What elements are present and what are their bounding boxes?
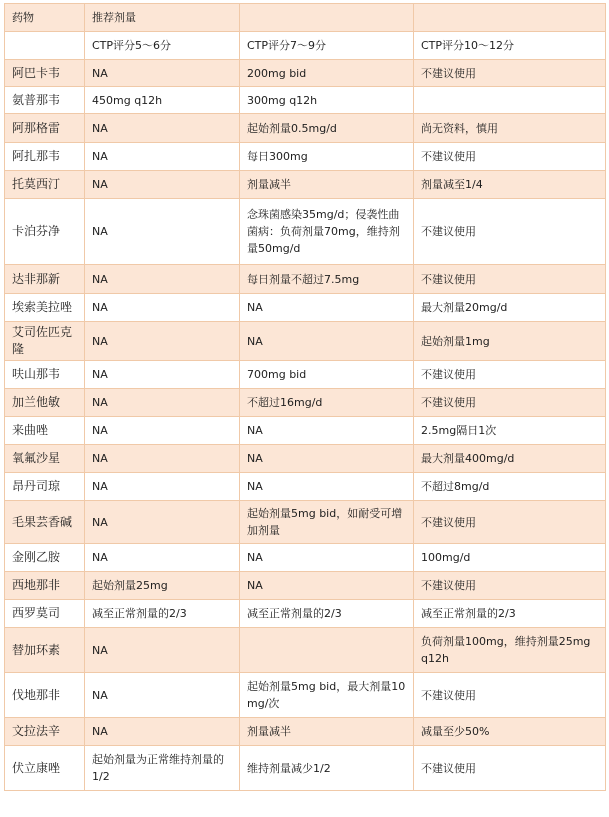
table-row <box>5 265 606 294</box>
table-row <box>5 87 606 114</box>
dose-ctp-7-9-cell: 不超过16mg/d <box>240 389 414 417</box>
dose-ctp-5-6-cell: 起始剂量为正常维持剂量的1/2 <box>85 746 240 791</box>
dose-ctp-10-12-cell: 不超过8mg/d <box>414 473 606 501</box>
dose-ctp-10-12-cell: 剂量减至1/4 <box>414 171 606 199</box>
table-row <box>5 572 606 600</box>
ctp-level-7-9: CTP评分7～9分 <box>240 32 414 60</box>
dose-ctp-10-12-cell: 不建议使用 <box>414 265 606 294</box>
table-row <box>5 60 606 87</box>
dose-ctp-7-9-cell: NA <box>240 544 414 572</box>
ctp-level-10-12: CTP评分10～12分 <box>414 32 606 60</box>
table-row <box>5 628 606 673</box>
drug-name-cell: 伏立康唑 <box>5 746 85 791</box>
table-row <box>5 114 606 143</box>
dose-ctp-7-9-cell: NA <box>240 572 414 600</box>
dose-ctp-5-6-cell: NA <box>85 628 240 673</box>
table-row <box>5 171 606 199</box>
table-row <box>5 417 606 445</box>
dose-ctp-10-12-cell: 不建议使用 <box>414 746 606 791</box>
table-row <box>5 143 606 171</box>
dose-ctp-5-6-cell: NA <box>85 473 240 501</box>
drug-name-cell: 文拉法辛 <box>5 718 85 746</box>
table-row <box>5 361 606 389</box>
dose-ctp-7-9-cell: 起始剂量5mg bid，如耐受可增加剂量 <box>240 501 414 544</box>
table-row <box>5 718 606 746</box>
dose-ctp-5-6-cell: NA <box>85 417 240 445</box>
dose-ctp-7-9-cell: 起始剂量0.5mg/d <box>240 114 414 143</box>
dose-ctp-7-9-cell <box>240 628 414 673</box>
drug-name-cell: 西罗莫司 <box>5 600 85 628</box>
dose-ctp-10-12-cell: 最大剂量400mg/d <box>414 445 606 473</box>
drug-name-cell: 阿那格雷 <box>5 114 85 143</box>
dose-ctp-10-12-cell: 起始剂量1mg <box>414 322 606 361</box>
drug-name-cell: 伐地那非 <box>5 673 85 718</box>
dose-ctp-7-9-cell: 剂量减半 <box>240 171 414 199</box>
dose-ctp-5-6-cell: NA <box>85 171 240 199</box>
dose-ctp-5-6-cell: NA <box>85 60 240 87</box>
drug-name-cell: 氨普那韦 <box>5 87 85 114</box>
dose-ctp-5-6-cell: NA <box>85 673 240 718</box>
header-empty-cell <box>240 4 414 32</box>
dose-ctp-7-9-cell: NA <box>240 445 414 473</box>
drug-name-cell: 阿扎那韦 <box>5 143 85 171</box>
dose-ctp-5-6-cell: NA <box>85 718 240 746</box>
drug-name-cell: 艾司佐匹克隆 <box>5 322 85 361</box>
dose-ctp-7-9-cell: NA <box>240 473 414 501</box>
dose-ctp-5-6-cell: NA <box>85 199 240 265</box>
drug-name-cell: 托莫西汀 <box>5 171 85 199</box>
table-row <box>5 473 606 501</box>
dose-ctp-5-6-cell: NA <box>85 389 240 417</box>
dose-ctp-10-12-cell: 不建议使用 <box>414 199 606 265</box>
dose-ctp-7-9-cell: 200mg bid <box>240 60 414 87</box>
dose-ctp-10-12-cell: 100mg/d <box>414 544 606 572</box>
dose-ctp-10-12-cell: 减至正常剂量的2/3 <box>414 600 606 628</box>
dose-ctp-5-6-cell: NA <box>85 361 240 389</box>
dose-ctp-7-9-cell: 减至正常剂量的2/3 <box>240 600 414 628</box>
dose-ctp-5-6-cell: NA <box>85 322 240 361</box>
dose-ctp-10-12-cell: 减量至少50% <box>414 718 606 746</box>
dose-ctp-7-9-cell: 每日剂量不超过7.5mg <box>240 265 414 294</box>
drug-name-cell: 替加环素 <box>5 628 85 673</box>
drug-name-cell: 西地那非 <box>5 572 85 600</box>
dose-ctp-10-12-cell: 不建议使用 <box>414 572 606 600</box>
drug-name-cell: 呋山那韦 <box>5 361 85 389</box>
table-row <box>5 746 606 791</box>
dose-ctp-7-9-cell: 剂量减半 <box>240 718 414 746</box>
dose-adjustment-table <box>4 3 606 791</box>
dose-ctp-5-6-cell: 450mg q12h <box>85 87 240 114</box>
table-row <box>5 673 606 718</box>
dose-ctp-7-9-cell: NA <box>240 417 414 445</box>
dose-ctp-7-9-cell: 每日300mg <box>240 143 414 171</box>
table-row <box>5 322 606 361</box>
dose-ctp-7-9-cell: 维持剂量减少1/2 <box>240 746 414 791</box>
dose-ctp-5-6-cell: NA <box>85 445 240 473</box>
dose-ctp-10-12-cell: 不建议使用 <box>414 389 606 417</box>
dose-ctp-7-9-cell: 念珠菌感染35mg/d；侵袭性曲菌病：负荷剂量70mg，维持剂量50mg/d <box>240 199 414 265</box>
drug-name-cell: 毛果芸香碱 <box>5 501 85 544</box>
dose-ctp-7-9-cell: 起始剂量5mg bid，最大剂量10mg/次 <box>240 673 414 718</box>
drug-name-cell: 埃索美拉唑 <box>5 294 85 322</box>
dose-ctp-10-12-cell: 不建议使用 <box>414 361 606 389</box>
dose-ctp-10-12-cell: 不建议使用 <box>414 60 606 87</box>
header-dose-cell: 推荐剂量 <box>85 4 240 32</box>
dose-ctp-10-12-cell: 不建议使用 <box>414 143 606 171</box>
dose-ctp-10-12-cell: 不建议使用 <box>414 673 606 718</box>
dose-ctp-10-12-cell: 2.5mg隔日1次 <box>414 417 606 445</box>
drug-name-cell: 阿巴卡韦 <box>5 60 85 87</box>
dose-ctp-5-6-cell: NA <box>85 114 240 143</box>
header-row <box>5 4 606 32</box>
dose-ctp-5-6-cell: NA <box>85 143 240 171</box>
table-row <box>5 199 606 265</box>
dose-ctp-5-6-cell: NA <box>85 544 240 572</box>
drug-name-cell: 氧氟沙星 <box>5 445 85 473</box>
table-row <box>5 445 606 473</box>
table-row <box>5 544 606 572</box>
ctp-empty-cell <box>5 32 85 60</box>
dose-ctp-7-9-cell: 700mg bid <box>240 361 414 389</box>
dose-ctp-5-6-cell: NA <box>85 294 240 322</box>
dose-ctp-10-12-cell: 最大剂量20mg/d <box>414 294 606 322</box>
dose-ctp-5-6-cell: 减至正常剂量的2/3 <box>85 600 240 628</box>
table-row <box>5 294 606 322</box>
ctp-level-5-6: CTP评分5～6分 <box>85 32 240 60</box>
dose-ctp-7-9-cell: 300mg q12h <box>240 87 414 114</box>
drug-name-cell: 来曲唑 <box>5 417 85 445</box>
dose-ctp-10-12-cell: 不建议使用 <box>414 501 606 544</box>
table-row <box>5 600 606 628</box>
table-row <box>5 389 606 417</box>
drug-name-cell: 加兰他敏 <box>5 389 85 417</box>
dose-ctp-5-6-cell: NA <box>85 265 240 294</box>
table-row <box>5 501 606 544</box>
drug-name-cell: 达非那新 <box>5 265 85 294</box>
dose-ctp-5-6-cell: 起始剂量25mg <box>85 572 240 600</box>
dose-ctp-5-6-cell: NA <box>85 501 240 544</box>
header-empty-cell <box>414 4 606 32</box>
dose-ctp-7-9-cell: NA <box>240 322 414 361</box>
dose-ctp-10-12-cell <box>414 87 606 114</box>
drug-name-cell: 昂丹司琼 <box>5 473 85 501</box>
ctp-level-row <box>5 32 606 60</box>
header-drug-cell: 药物 <box>5 4 85 32</box>
dose-ctp-10-12-cell: 尚无资料，慎用 <box>414 114 606 143</box>
dose-ctp-10-12-cell: 负荷剂量100mg，维持剂量25mg q12h <box>414 628 606 673</box>
dose-ctp-7-9-cell: NA <box>240 294 414 322</box>
drug-name-cell: 金刚乙胺 <box>5 544 85 572</box>
drug-name-cell: 卡泊芬净 <box>5 199 85 265</box>
